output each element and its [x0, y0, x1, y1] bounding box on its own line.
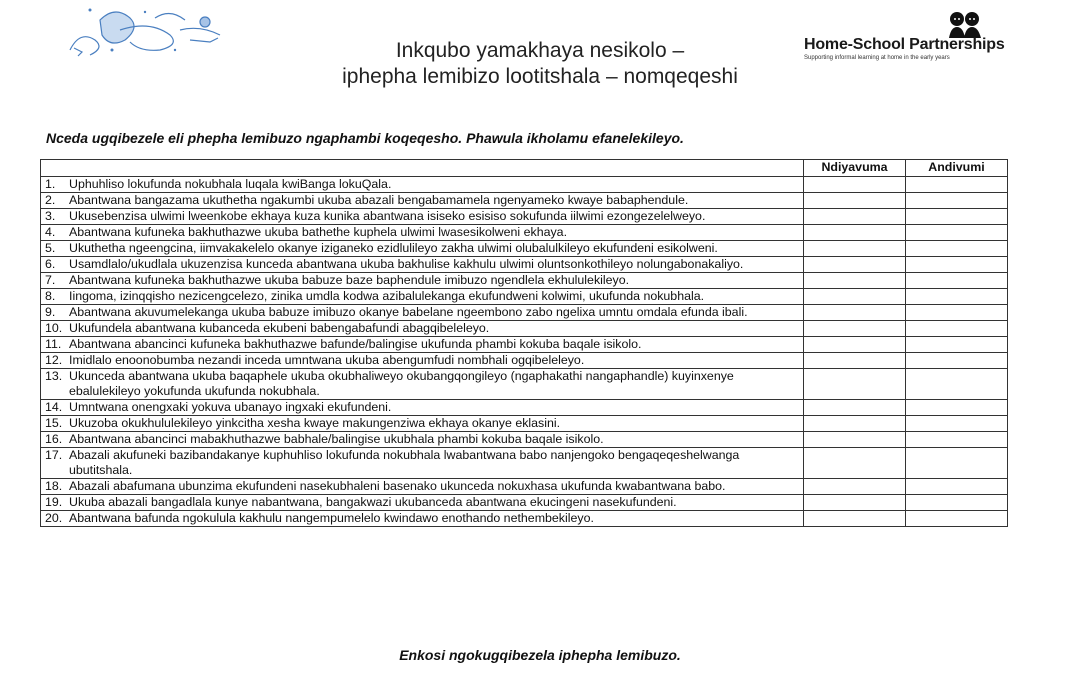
table-row: [41, 511, 1008, 527]
disagree-answer-cell[interactable]: [906, 369, 1008, 400]
disagree-answer-cell[interactable]: [906, 225, 1008, 241]
statement-cell: [41, 321, 804, 337]
disagree-answer-cell[interactable]: [906, 416, 1008, 432]
disagree-answer-cell[interactable]: [906, 448, 1008, 479]
brand-tagline: Supporting informal learning at home in the early years: [804, 55, 950, 61]
statement-text: Usamdlalo/ukudlala ukuzenzisa kunceda abantwana ukuba bakhulise kakhulu ulwimi oluntsonkothileyo nolungabonakaliyo.: [69, 257, 744, 271]
statement-cell: [41, 479, 804, 495]
table-row: [41, 432, 1008, 448]
table-row: [41, 416, 1008, 432]
questionnaire-table: [40, 159, 1008, 527]
agree-answer-cell[interactable]: [804, 495, 906, 511]
statement-number: 9.: [45, 305, 56, 319]
disagree-answer-cell[interactable]: [906, 273, 1008, 289]
title-line-2: iphepha lemibizo lootitshala – nomqeqeshi: [342, 65, 738, 88]
agree-answer-cell[interactable]: [804, 400, 906, 416]
statement-cell: [41, 448, 804, 479]
statement-number: 4.: [45, 225, 56, 239]
statement-number: 14.: [45, 400, 63, 414]
disagree-answer-cell[interactable]: [906, 511, 1008, 527]
table-row: [41, 209, 1008, 225]
statement-cell: [41, 369, 804, 400]
statement-text: Abantwana bangazama ukuthetha ngakumbi ukuba abazali bengabamamela ngenyameko kwaye babaphendule.: [69, 193, 689, 207]
statement-text: Ukusebenzisa ulwimi lweenkobe ekhaya kuza kunika abantwana isiseko esisiso sokufunda iilwimi ezongezelelweyo.: [69, 209, 706, 223]
statement-cell: [41, 337, 804, 353]
statement-text: Ukufundela abantwana kubanceda ekubeni babengabafundi abagqibeleleyo.: [69, 321, 490, 335]
statement-cell: [41, 495, 804, 511]
children-silhouette-icon: [946, 10, 984, 38]
statement-number: 11.: [45, 337, 62, 351]
agree-answer-cell[interactable]: [804, 273, 906, 289]
statement-text: Ukuthetha ngeengcina, iimvakakelelo okanye iziganeko ezidlulileyo zakha ulwimi olubalulkileyo ekufundeni esikolweni.: [69, 241, 718, 255]
statement-cell: [41, 273, 804, 289]
statement-cell: [41, 289, 804, 305]
statement-cell: [41, 257, 804, 273]
statement-number: 17.: [45, 448, 63, 462]
table-header-row: [41, 160, 1008, 177]
agree-answer-cell[interactable]: [804, 511, 906, 527]
statement-cell: [41, 511, 804, 527]
statement-text: Umntwana onengxaki yokuva ubanayo ingxaki ekufundeni.: [69, 400, 392, 414]
disagree-answer-cell[interactable]: [906, 289, 1008, 305]
agree-answer-cell[interactable]: [804, 305, 906, 321]
agree-answer-cell[interactable]: [804, 289, 906, 305]
disagree-answer-cell[interactable]: [906, 321, 1008, 337]
disagree-answer-cell[interactable]: [906, 209, 1008, 225]
statement-number: 12.: [45, 353, 63, 367]
statement-text: Ukuba abazali bangadlala kunye nabantwana, bangakwazi ukubanceda abantwana ekucingeni nasekufundeni.: [69, 495, 677, 509]
statement-cell: [41, 209, 804, 225]
statement-cell: [41, 432, 804, 448]
table-row: [41, 193, 1008, 209]
disagree-answer-cell[interactable]: [906, 432, 1008, 448]
statement-number: 20.: [45, 511, 63, 525]
agree-answer-cell[interactable]: [804, 416, 906, 432]
table-row: [41, 177, 1008, 193]
statement-cell: [41, 241, 804, 257]
statement-cell: [41, 225, 804, 241]
table-row: [41, 321, 1008, 337]
table-row: [41, 257, 1008, 273]
disagree-answer-cell[interactable]: [906, 337, 1008, 353]
statement-text: Ukuzoba okukhululekileyo yinkcitha xesha kwaye makungenziwa ekhaya okanye eklasini.: [69, 416, 561, 430]
children-reading-illustration: [60, 0, 230, 58]
instruction-text: Nceda ugqibezele eli phepha lemibuzo ngaphambi koqeqesho. Phawula ikholamu efanelekileyo.: [46, 130, 684, 146]
agree-answer-cell[interactable]: [804, 193, 906, 209]
statement-number: 10.: [45, 321, 63, 335]
statement-number: 1.: [45, 177, 56, 191]
statement-text: Abantwana kufuneka bakhuthazwe ukuba bathethe kuphela ulwimi lwasesikolweni ekhaya.: [69, 225, 568, 239]
disagree-answer-cell[interactable]: [906, 495, 1008, 511]
table-row: [41, 305, 1008, 321]
statement-text: Abantwana akuvumelekanga ukuba babuze imibuzo okanye babelane ngeembono zabo ngelixa umntu omdala efunda ibali.: [69, 305, 748, 319]
brand-logo-block: [800, 10, 1040, 70]
statement-text: Abantwana abancinci mabakhuthazwe babhale/balingise ukubhala phambi kokuba baqale isikolo.: [69, 432, 604, 446]
agree-column-header: Ndiyavuma: [804, 160, 906, 177]
table-row: [41, 495, 1008, 511]
statement-number: 2.: [45, 193, 56, 207]
statement-text: Abazali akufuneki bazibandakanye kuphuhliso lokufunda nokubhala lwabantwana babo nanjengoko bengaqeqeshelwanga ubutitshala.: [69, 448, 740, 477]
statement-text: Imidlalo enoonobumba nezandi inceda umntwana ukuba abengumfudi nombhali ogqibeleleyo.: [69, 353, 585, 367]
statement-number: 6.: [45, 257, 56, 271]
agree-answer-cell[interactable]: [804, 432, 906, 448]
statement-text: Abantwana bafunda ngokulula kakhulu nangempumelelo kwindawo enothando nethembekileyo.: [69, 511, 594, 525]
statement-number: 16.: [45, 432, 63, 446]
table-row: [41, 289, 1008, 305]
agree-answer-cell[interactable]: [804, 209, 906, 225]
statement-number: 7.: [45, 273, 56, 287]
statement-number: 3.: [45, 209, 56, 223]
statement-text: Uphuhliso lokufunda nokubhala luqala kwiBanga lokuQala.: [69, 177, 392, 191]
disagree-answer-cell[interactable]: [906, 241, 1008, 257]
brand-name: Home-School Partnerships: [804, 36, 1005, 53]
statement-number: 13.: [45, 369, 63, 383]
agree-answer-cell[interactable]: [804, 177, 906, 193]
table-row: [41, 400, 1008, 416]
statement-text: Ukunceda abantwana ukuba baqaphele ukuba okubhaliweyo okubangqongileyo (ngaphakathi nangaphandle) kuyinxenye ebalulekileyo yokufunda ukufunda nokubhala.: [69, 369, 734, 398]
disagree-column-header: Andivumi: [906, 160, 1008, 177]
table-row: [41, 369, 1008, 400]
statement-cell: [41, 400, 804, 416]
disagree-answer-cell[interactable]: [906, 353, 1008, 369]
document-title: [240, 38, 840, 90]
table-row: [41, 241, 1008, 257]
statement-text: Abantwana kufuneka bakhuthazwe ukuba babuze baze baphendule imibuzo ngendlela ekhululekileyo.: [69, 273, 630, 287]
disagree-answer-cell[interactable]: [906, 305, 1008, 321]
agree-answer-cell[interactable]: [804, 448, 906, 479]
table-row: [41, 337, 1008, 353]
statement-column-header: [41, 160, 804, 177]
agree-answer-cell[interactable]: [804, 369, 906, 400]
statement-text: Abantwana abancinci kufuneka bakhuthazwe bafunde/balingise ukufunda phambi kokuba baqale isikolo.: [69, 337, 642, 351]
disagree-answer-cell[interactable]: [906, 400, 1008, 416]
statement-cell: [41, 177, 804, 193]
table-row: [41, 273, 1008, 289]
table-row: [41, 353, 1008, 369]
agree-answer-cell[interactable]: [804, 479, 906, 495]
table-row: [41, 225, 1008, 241]
statement-cell: [41, 193, 804, 209]
statement-cell: [41, 353, 804, 369]
disagree-answer-cell[interactable]: [906, 257, 1008, 273]
table-row: [41, 479, 1008, 495]
agree-answer-cell[interactable]: [804, 241, 906, 257]
statement-number: 15.: [45, 416, 63, 430]
statement-number: 19.: [45, 495, 63, 509]
table-row: [41, 448, 1008, 479]
disagree-answer-cell[interactable]: [906, 177, 1008, 193]
statement-cell: [41, 416, 804, 432]
disagree-answer-cell[interactable]: [906, 193, 1008, 209]
title-line-1: Inkqubo yamakhaya nesikolo –: [395, 39, 685, 62]
agree-answer-cell[interactable]: [804, 225, 906, 241]
disagree-answer-cell[interactable]: [906, 479, 1008, 495]
agree-answer-cell[interactable]: [804, 257, 906, 273]
statement-number: 5.: [45, 241, 56, 255]
agree-answer-cell[interactable]: [804, 353, 906, 369]
statement-text: Abazali abafumana ubunzima ekufundeni nasekubhaleni basenako ukunceda nokuxhasa ukufunda kwabantwana babo.: [69, 479, 726, 493]
statement-number: 8.: [45, 289, 56, 303]
agree-answer-cell[interactable]: [804, 321, 906, 337]
thank-you-footer: Enkosi ngokugqibezela iphepha lemibuzo.: [399, 647, 681, 663]
agree-answer-cell[interactable]: [804, 337, 906, 353]
statement-cell: [41, 305, 804, 321]
statement-number: 18.: [45, 479, 63, 493]
statement-text: Iingoma, izinqqisho nezicengcelezo, zinika umdla kodwa azibalulekanga ekufundweni kolwimi, ukufunda nokubhala.: [69, 289, 705, 303]
